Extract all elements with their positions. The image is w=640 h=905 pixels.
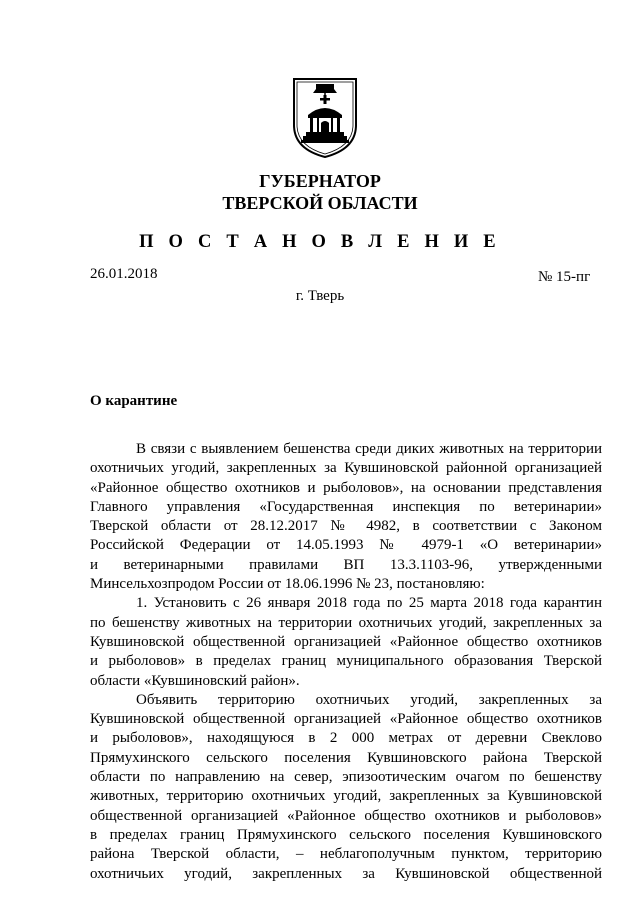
body-line: Российской Федерации от 14.05.1993 № 4979-1 «О ветеринарии» — [90, 537, 602, 554]
body-line: области по направлению на север, эпизоотическим очагом по бешенству — [90, 769, 602, 786]
body-line: Кувшиновской общественной организацией «Районное общество охотников — [90, 711, 602, 728]
body-line: в пределах границ Прямухинского сельского поселения Кувшиновского — [90, 826, 602, 843]
body-line: 1. Установить с 26 января 2018 года по 25 марта 2018 года карантин — [136, 595, 602, 612]
body-line: общественной организацией «Районное общество охотников и рыболовов» — [90, 807, 602, 824]
tver-coat-of-arms — [290, 75, 360, 160]
authority-title-line-1: ГУБЕРНАТОР — [259, 171, 381, 191]
document-body — [90, 440, 602, 884]
authority-title-line-2: ТВЕРСКОЙ ОБЛАСТИ — [222, 193, 418, 213]
body-line: и рыболовов» в пределах границ муниципального образования Тверской — [90, 653, 602, 670]
document-subject: О карантине — [90, 393, 178, 409]
body-line: по бешенству животных на территории охотничьих угодий, закрепленных за — [90, 614, 602, 631]
body-line: и ветеринарными правилами ВП 13.3.1103-96, утвержденными — [90, 556, 602, 573]
body-line: Минсельхозпродом России от 18.06.1996 № 23, постановляю: — [90, 576, 485, 593]
body-line: Тверской области от 28.12.2017 № 4982, в соответствии с Законом — [90, 518, 602, 535]
body-line: Объявить территорию охотничьих угодий, закрепленных за — [136, 691, 602, 708]
body-line: «Районное общество охотников и рыболовов», на основании представления — [90, 479, 602, 496]
body-line: Прямухинского сельского поселения Кувшиновского района Тверской — [90, 749, 602, 766]
body-line: охотничьих угодий, закрепленных за Кувшиновской общественной — [90, 865, 602, 882]
body-line: Кувшиновской общественной организацией «Районное общество охотников — [90, 633, 602, 650]
document-city: г. Тверь — [295, 288, 345, 304]
body-line: В связи с выявлением бешенства среди диких животных на территории — [136, 441, 602, 457]
document-number: № 15-пг — [538, 269, 591, 285]
body-line: района Тверской области, – неблагополучным пунктом, территорию — [90, 846, 602, 863]
document-date: 26.01.2018 — [90, 266, 158, 282]
body-line: животных, территорию охотничьих угодий, закрепленных за Кувшиновской — [90, 788, 602, 805]
body-line: области «Кувшиновский район». — [90, 672, 300, 689]
document-type-title: П О С Т А Н О В Л Е Н И Е — [139, 232, 501, 252]
body-line: и рыболовов», находящуюся в 2 000 метрах от деревни Свеклово — [90, 730, 602, 747]
body-line: Главного управления «Государственная инспекция по ветеринарии» — [90, 498, 602, 515]
body-line: охотничьих угодий, закрепленных за Кувшиновской районной организацией — [90, 460, 602, 477]
